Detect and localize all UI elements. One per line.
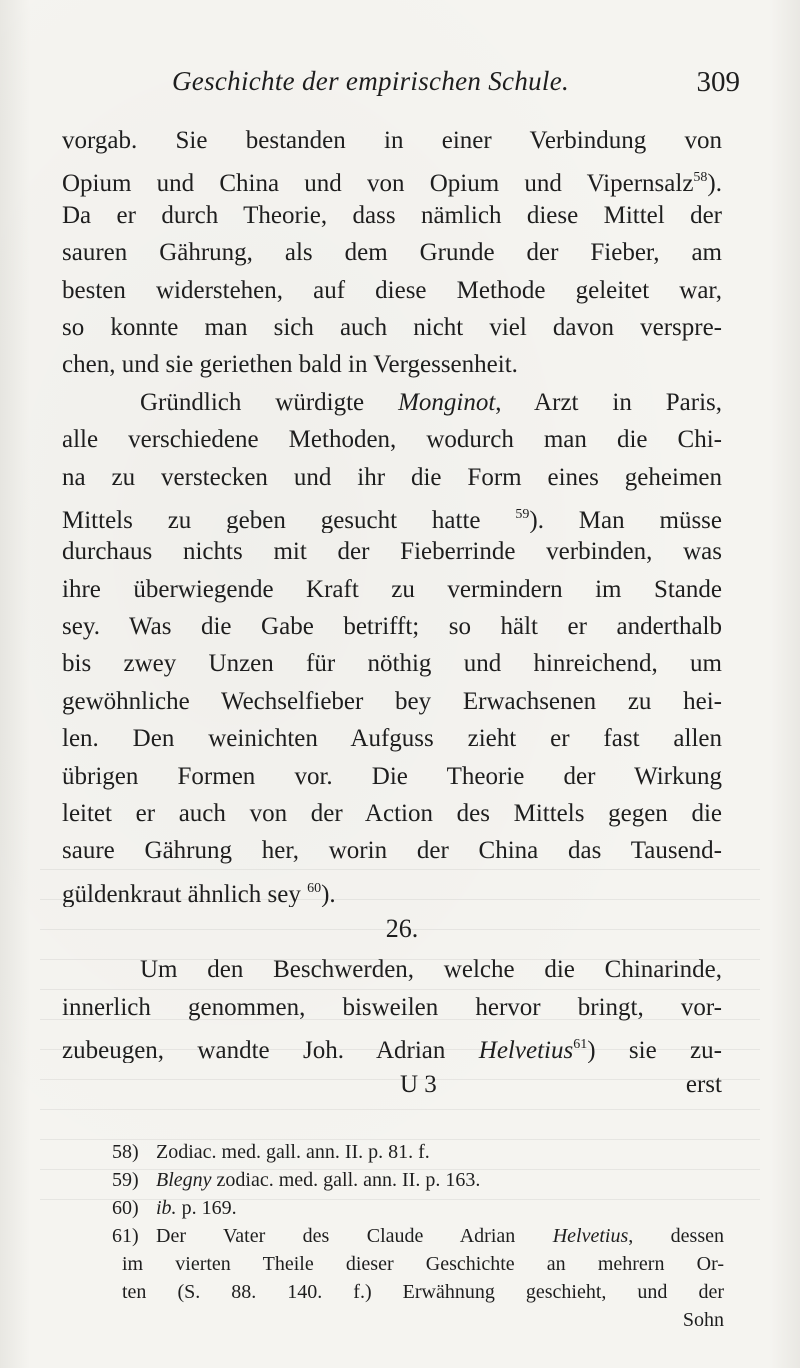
text-line: vorgab. Sie bestanden in einer Verbindung von xyxy=(62,127,722,154)
footnote-text: , dessen xyxy=(628,1225,724,1247)
main-text xyxy=(62,122,722,1063)
footnote-ref: 60 xyxy=(307,880,322,896)
text-line: so konnte man sich auch nicht viel davon verspre- xyxy=(62,313,722,341)
footnote-author: ib. xyxy=(156,1197,177,1219)
text-line: saure Gährung her, worin der China das Tausend- xyxy=(62,837,722,865)
running-title: Geschichte der empirischen Schule. xyxy=(172,66,570,96)
footnote-ref: 59 xyxy=(515,506,530,522)
page-header xyxy=(60,66,740,106)
footnote-number: 60) xyxy=(112,1197,139,1219)
text-line: besten widerstehen, auf diese Methode geleitet war, xyxy=(62,276,722,304)
text-line: chen, und sie geriethen bald in Vergessenheit. xyxy=(62,351,518,379)
footnote-61-line: im vierten Theile dieser Geschichte an mehrern Or- xyxy=(122,1253,724,1275)
page-number: 309 xyxy=(696,66,740,98)
text-line: innerlich genommen, bisweilen hervor bringt, vor- xyxy=(62,993,722,1021)
person-name: Monginot xyxy=(398,388,496,416)
footnote-number: 59) xyxy=(112,1169,139,1191)
text-line: durchaus nichts mit der Fieberrinde verbinden, was xyxy=(62,538,722,566)
text-line xyxy=(62,384,722,421)
footnote-58 xyxy=(62,1138,724,1166)
footnote-text: zodiac. med. gall. ann. II. p. 163. xyxy=(211,1169,481,1191)
catch-line xyxy=(62,1071,722,1107)
text-line xyxy=(62,159,722,196)
text-line: gewöhnliche Wechselfieber bey Erwachsenen zu hei- xyxy=(62,687,722,715)
text-segment: ). Man müsse xyxy=(529,506,722,534)
footnote-author: Helvetius xyxy=(552,1225,629,1247)
footnote-ref: 61 xyxy=(573,1036,588,1052)
text-line: leitet er auch von der Action des Mittels gegen die xyxy=(62,800,722,828)
text-segment: güldenkraut ähnlich sey xyxy=(62,880,308,908)
text-segment: Gründlich würdigte xyxy=(140,388,399,416)
text-line xyxy=(62,870,722,907)
footnote-number: 58) xyxy=(112,1141,139,1163)
text-line: na zu verstecken und ihr die Form eines geheimen xyxy=(62,463,722,491)
footnote-text: p. 169. xyxy=(176,1197,237,1219)
footnote-61-line: Sohn xyxy=(682,1309,724,1331)
text-segment: ). xyxy=(707,170,722,197)
footnote-59 xyxy=(62,1166,724,1194)
text-segment: zubeugen, wandte Joh. Adrian xyxy=(62,1036,479,1064)
footnote-author: Blegny xyxy=(156,1169,212,1191)
text-line: sey. Was die Gabe betrifft; so hält er anderthalb xyxy=(62,613,722,641)
text-line: übrigen Formen vor. Die Theorie der Wirkung xyxy=(62,762,722,790)
footnotes xyxy=(62,1138,724,1334)
text-segment: Opium und China und von Opium und Vipernsalz xyxy=(62,170,694,197)
text-line: len. Den weinichten Aufguss zieht er fast allen xyxy=(62,725,722,753)
footnote-ref: 58 xyxy=(693,170,708,186)
signature-mark: U 3 xyxy=(400,1071,437,1098)
footnote-60 xyxy=(62,1194,724,1222)
text-segment: , Arzt in Paris, xyxy=(495,388,722,416)
text-segment: ) sie zu- xyxy=(587,1036,722,1064)
footnote-number: 61) xyxy=(112,1225,139,1247)
text-line xyxy=(62,1026,722,1063)
text-line: bis zwey Unzen für nöthig und hinreichend, um xyxy=(62,650,722,678)
footnote-text: Zodiac. med. gall. ann. II. p. 81. f. xyxy=(156,1141,430,1163)
text-line: sauren Gährung, als dem Grunde der Fieber, am xyxy=(62,239,722,267)
text-line: Um den Beschwerden, welche die Chinarinde, xyxy=(140,956,722,984)
footnote-61-line: ten (S. 88. 140. f.) Erwähnung geschieht, und der xyxy=(122,1281,724,1303)
text-segment: ). xyxy=(321,880,336,908)
text-segment: Mittels zu geben gesucht hatte xyxy=(62,506,516,534)
text-line: Da er durch Theorie, dass nämlich diese Mittel der xyxy=(62,201,722,229)
person-name: Helvetius xyxy=(478,1036,574,1064)
text-line: ihre überwiegende Kraft zu vermindern im Stande xyxy=(62,575,722,603)
catchword: erst xyxy=(685,1071,722,1098)
footnote-61 xyxy=(62,1222,724,1250)
text-line xyxy=(62,496,722,533)
footnote-text: Der Vater des Claude Adrian xyxy=(156,1225,553,1247)
section-number: 26. xyxy=(385,914,419,944)
text-line: alle verschiedene Methoden, wodurch man die Chi- xyxy=(62,426,722,454)
